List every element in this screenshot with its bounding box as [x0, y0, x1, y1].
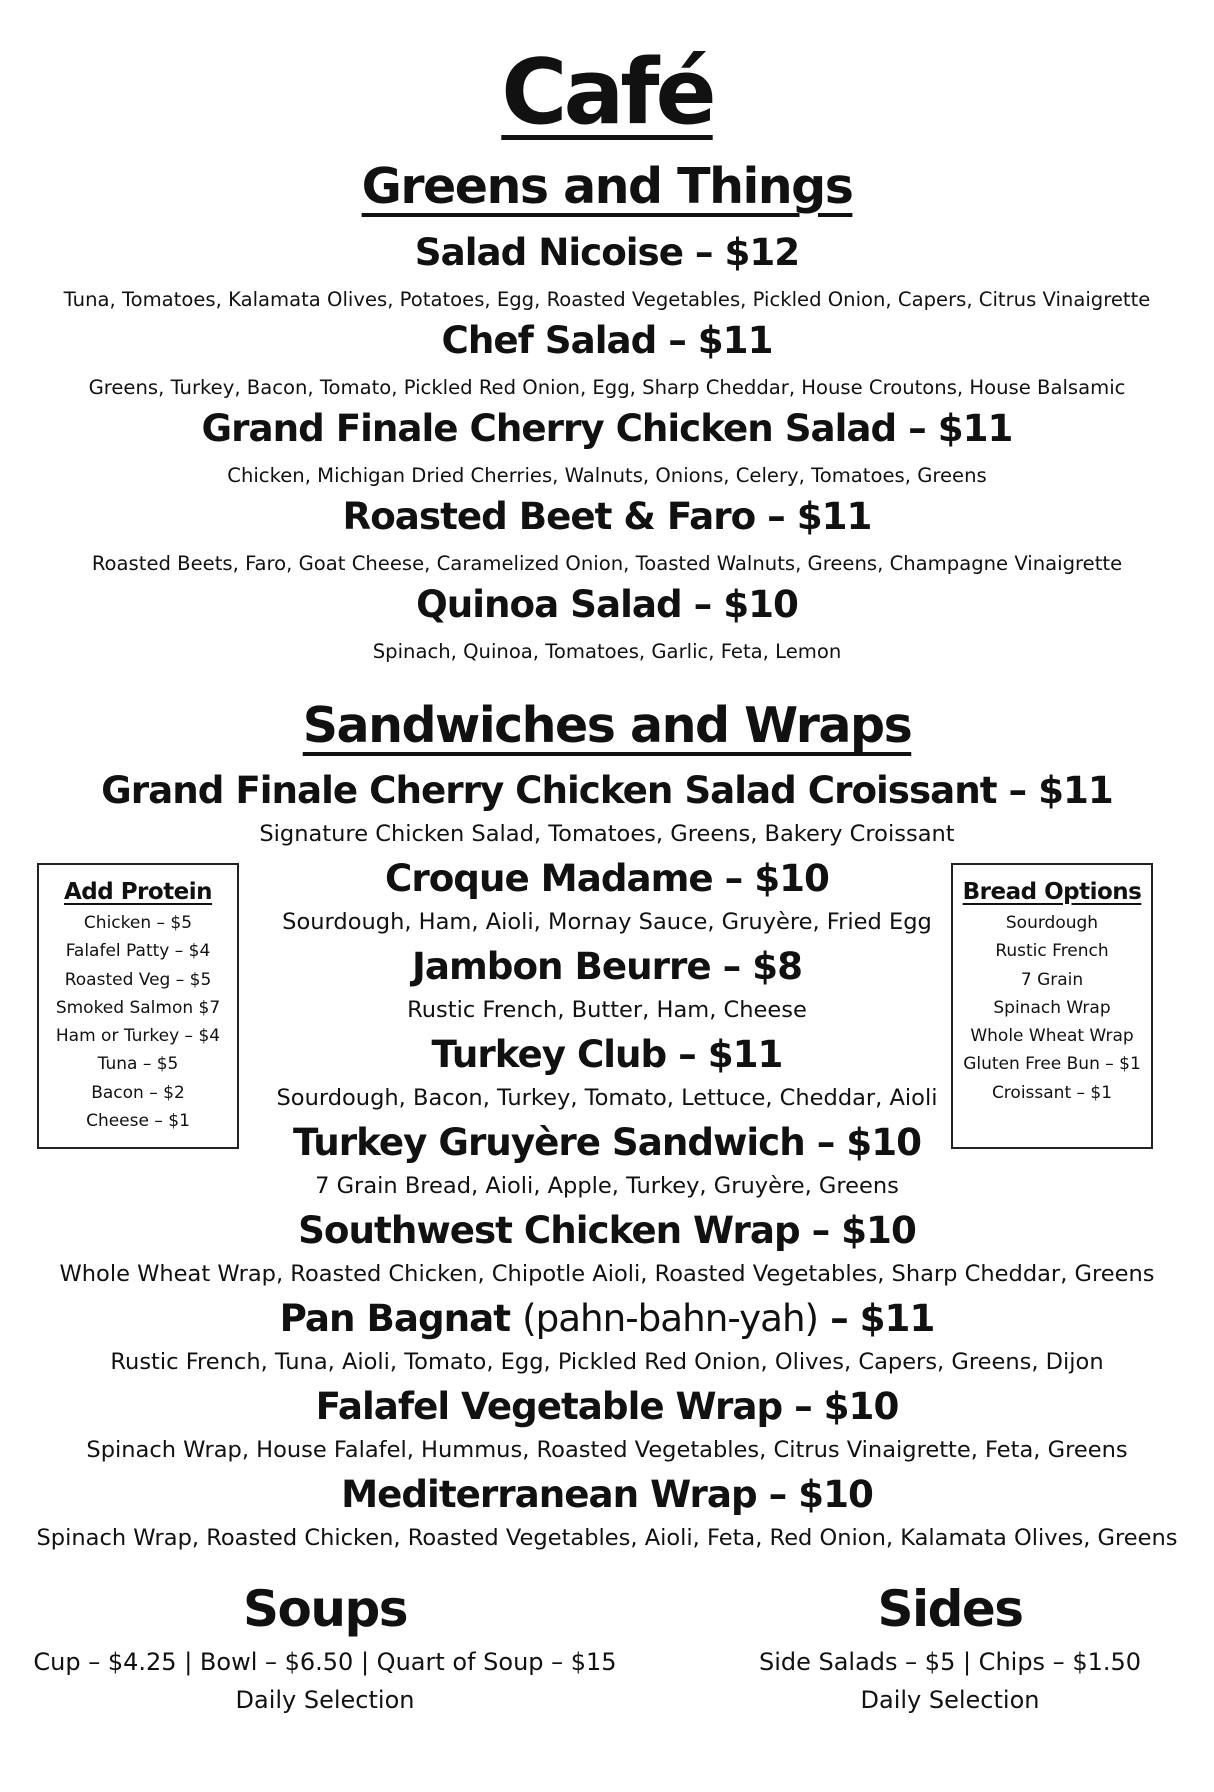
menu-item-name: Southwest Chicken Wrap – $10: [298, 1208, 916, 1252]
list-item: Cheese – $1: [86, 1111, 190, 1132]
list-item: Ham or Turkey – $4: [55, 1026, 221, 1047]
menu-item-price: – $11: [830, 1296, 935, 1340]
add-protein-list: [39, 909, 237, 1135]
bread-options-title: Bread Options: [962, 879, 1142, 905]
menu-item-name: Turkey Gruyère Sandwich – $10: [292, 1120, 922, 1164]
menu-item-name: Turkey Club – $11: [431, 1032, 783, 1076]
list-item: 7 Grain: [1020, 969, 1084, 990]
menu-item-description: Signature Chicken Salad, Tomatoes, Greens, Bakery Croissant: [259, 821, 955, 847]
menu-item-name: Chef Salad – $11: [441, 318, 773, 362]
menu-item-name: Grand Finale Cherry Chicken Salad Croissant – $11: [101, 768, 1113, 812]
menu-item-name: Salad Nicoise – $12: [414, 230, 800, 274]
list-item: Rustic French: [995, 941, 1109, 962]
section-heading-soups: Soups: [242, 1580, 407, 1638]
section-heading-sandwiches: Sandwiches and Wraps: [302, 697, 912, 754]
soups-note: Daily Selection: [235, 1686, 415, 1714]
list-item: Falafel Patty – $4: [65, 941, 211, 962]
add-protein-box: [37, 863, 239, 1149]
menu-item-name-pan-bagnat: [0, 1296, 1214, 1340]
menu-item-description: Spinach Wrap, Roasted Chicken, Roasted Vegetables, Aioli, Feta, Red Onion, Kalamata Olives, Greens: [36, 1525, 1178, 1551]
list-item: Chicken – $5: [83, 913, 193, 933]
list-item: Gluten Free Bun – $1: [963, 1054, 1141, 1075]
menu-item-description: Spinach, Quinoa, Tomatoes, Garlic, Feta, Lemon: [372, 640, 842, 663]
menu-item-name: Falafel Vegetable Wrap – $10: [315, 1384, 899, 1428]
menu-item-description: Sourdough, Ham, Aioli, Mornay Sauce, Gruyère, Fried Egg: [282, 909, 932, 935]
menu-item-name: Quinoa Salad – $10: [416, 582, 798, 626]
section-heading-greens: Greens and Things: [361, 158, 853, 215]
list-item: Smoked Salmon $7: [55, 997, 221, 1018]
menu-item-name: Croque Madame – $10: [385, 856, 829, 900]
menu-item-description: Sourdough, Bacon, Turkey, Tomato, Lettuce, Cheddar, Aioli: [276, 1085, 938, 1111]
list-item: Spinach Wrap: [993, 997, 1111, 1018]
list-item: Bacon – $2: [91, 1082, 185, 1103]
list-item: Whole Wheat Wrap: [970, 1026, 1134, 1047]
menu-item-description: Greens, Turkey, Bacon, Tomato, Pickled Red Onion, Egg, Sharp Cheddar, House Croutons, House Balsamic: [88, 376, 1126, 399]
sides-prices: Side Salads – $5 | Chips – $1.50: [758, 1648, 1142, 1676]
menu-item-description: Rustic French, Tuna, Aioli, Tomato, Egg, Pickled Red Onion, Olives, Capers, Greens, Dijon: [110, 1349, 1104, 1375]
menu-item-name: Mediterranean Wrap – $10: [341, 1472, 873, 1516]
menu-item-description: Chicken, Michigan Dried Cherries, Walnuts, Onions, Celery, Tomatoes, Greens: [227, 464, 987, 487]
menu-item-description: Whole Wheat Wrap, Roasted Chicken, Chipotle Aioli, Roasted Vegetables, Sharp Cheddar, Greens: [59, 1261, 1155, 1287]
menu-item-name: Jambon Beurre – $8: [412, 944, 802, 988]
soups-prices: Cup – $4.25 | Bowl – $6.50 | Quart of Soup – $15: [33, 1648, 617, 1676]
sides-note: Daily Selection: [860, 1686, 1040, 1714]
list-item: Croissant – $1: [991, 1082, 1113, 1103]
menu-item-name: Pan Bagnat: [279, 1296, 511, 1340]
menu-item-description: 7 Grain Bread, Aioli, Apple, Turkey, Gruyère, Greens: [315, 1173, 899, 1199]
menu-item-description: Rustic French, Butter, Ham, Cheese: [407, 997, 807, 1023]
list-item: Sourdough: [1005, 913, 1099, 933]
menu-item-name: Roasted Beet & Faro – $11: [342, 494, 872, 538]
menu-item-description: Tuna, Tomatoes, Kalamata Olives, Potatoes, Egg, Roasted Vegetables, Pickled Onion, Capers, Citrus Vinaigrette: [63, 288, 1151, 311]
bread-options-box: [951, 863, 1153, 1149]
menu-item-description: Roasted Beets, Faro, Goat Cheese, Caramelized Onion, Toasted Walnuts, Greens, Champagne Vinaigrette: [91, 552, 1123, 575]
add-protein-title: Add Protein: [63, 879, 213, 905]
section-heading-sides: Sides: [877, 1580, 1023, 1638]
pronunciation-note: (pahn-bahn-yah): [522, 1296, 819, 1340]
list-item: Tuna – $5: [97, 1054, 179, 1075]
menu-item-description: Spinach Wrap, House Falafel, Hummus, Roasted Vegetables, Citrus Vinaigrette, Feta, Greens: [86, 1437, 1128, 1463]
menu-title: Café: [501, 40, 713, 145]
bread-options-list: [953, 909, 1151, 1107]
list-item: Roasted Veg – $5: [64, 969, 212, 990]
menu-item-name: Grand Finale Cherry Chicken Salad – $11: [201, 406, 1013, 450]
